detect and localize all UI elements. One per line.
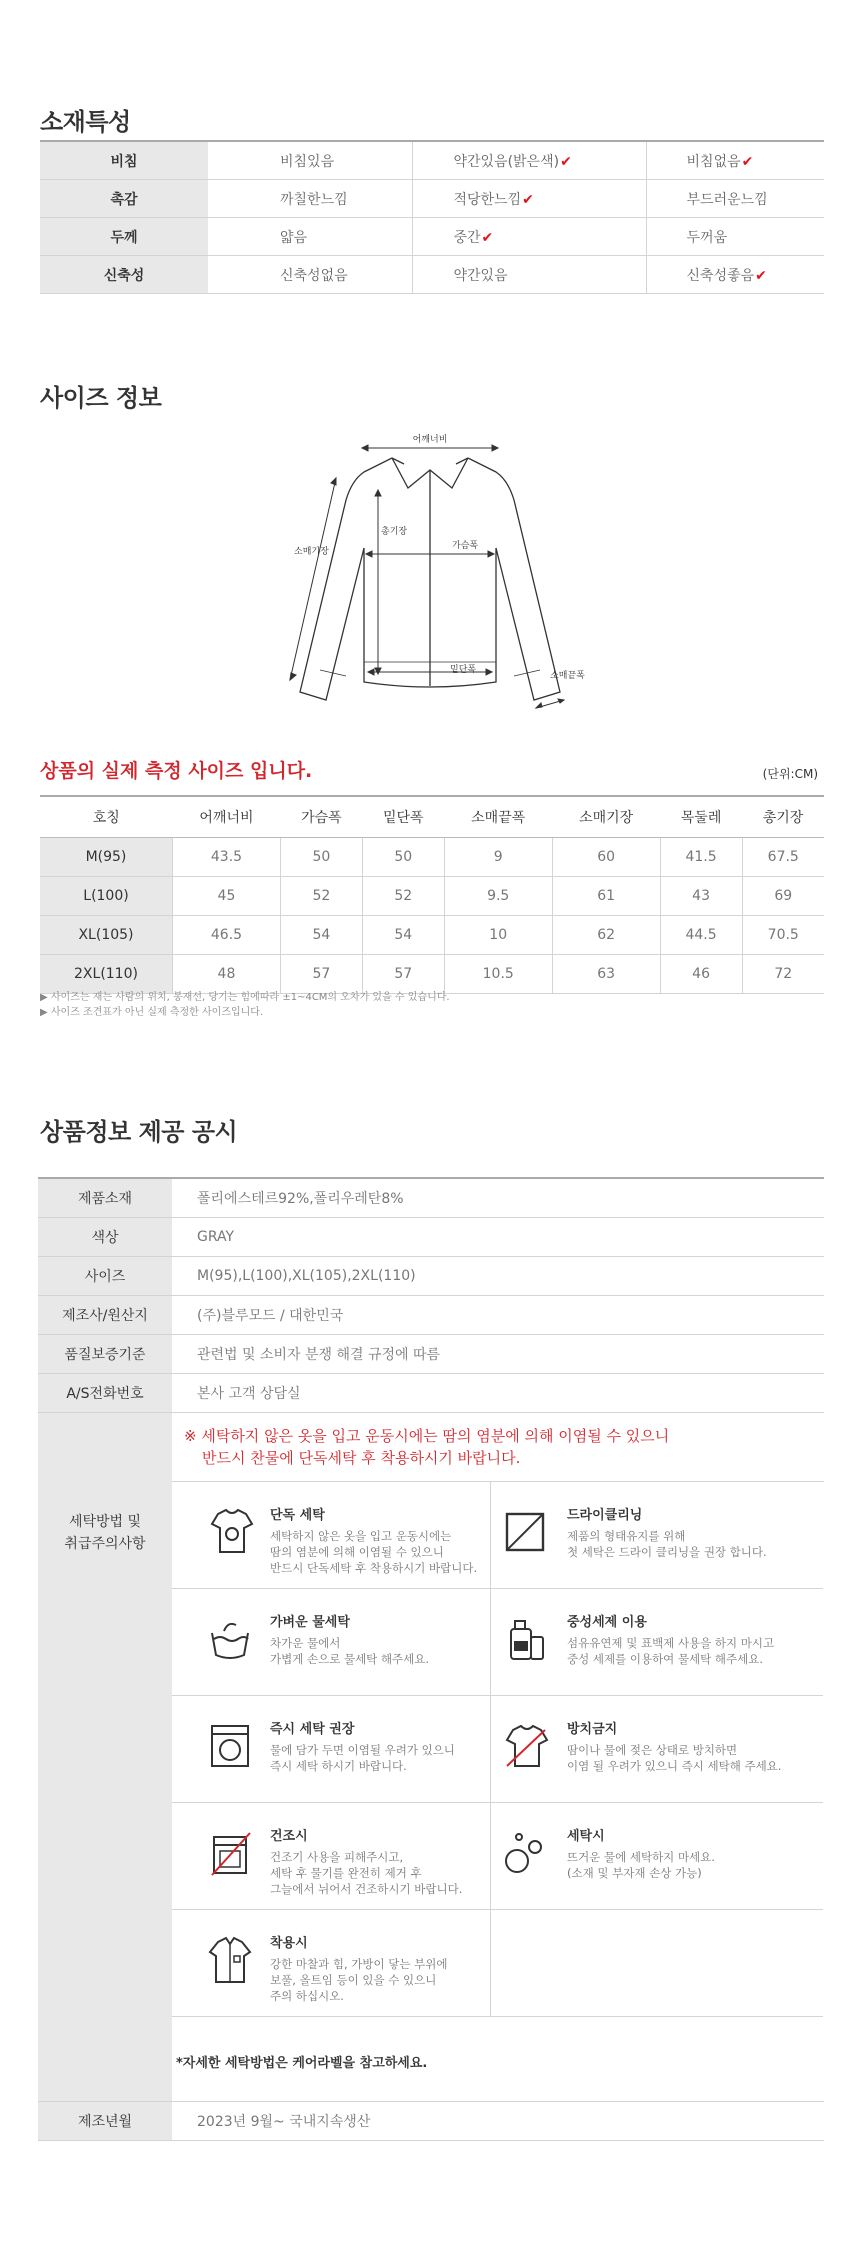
info-row <box>38 1218 824 1257</box>
care-item <box>172 1482 491 1589</box>
size-value-cell: 46 <box>660 955 742 994</box>
material-label: 신축성 <box>40 256 208 294</box>
check-icon: ✔ <box>755 267 767 284</box>
material-label: 촉감 <box>40 180 208 218</box>
care-item <box>172 1589 491 1696</box>
size-label-cell: 2XL(110) <box>40 955 173 994</box>
material-option-text: 얇음 <box>280 229 308 246</box>
size-diagram <box>280 430 590 720</box>
material-option-text: 약간있음 <box>453 267 508 284</box>
care-title: 방치금지 <box>567 1722 618 1737</box>
care-desc-line: 세탁 후 물기를 완전히 제거 후 <box>270 1866 422 1880</box>
material-option-text: 부드러운느낌 <box>686 191 768 208</box>
tshirt-wash-icon <box>206 1508 256 1558</box>
care-desc-line: 땀이나 물에 젖은 상태로 방치하면 <box>567 1743 738 1757</box>
size-value-cell: 70.5 <box>742 916 824 955</box>
care-desc <box>567 1849 715 1881</box>
size-row <box>40 838 824 877</box>
care-grid <box>172 1481 824 2017</box>
size-unit: (단위:CM) <box>762 767 818 781</box>
material-option-text: 중간 <box>453 229 481 246</box>
size-value-cell: 9.5 <box>444 877 552 916</box>
material-option <box>208 218 413 256</box>
size-value-cell: 43 <box>660 877 742 916</box>
material-label: 두께 <box>40 218 208 256</box>
size-label-cell: L(100) <box>40 877 173 916</box>
info-row <box>38 1374 824 1413</box>
info-row <box>38 2102 824 2141</box>
product-info-title: 상품정보 제공 공시 <box>40 1118 238 1146</box>
washing-machine-icon <box>206 1722 256 1772</box>
care-desc <box>567 1742 781 1774</box>
care-desc-line: 그늘에서 뉘어서 건조하시기 바랍니다. <box>270 1882 463 1896</box>
care-desc-line: 반드시 단독세탁 후 착용하시기 바랍니다. <box>270 1561 478 1575</box>
care-desc <box>270 1849 462 1897</box>
care-desc <box>567 1635 774 1667</box>
info-row <box>38 1178 824 1218</box>
care-title: 즉시 세탁 권장 <box>270 1722 355 1737</box>
material-option-text: 까칠한느낌 <box>280 191 348 208</box>
material-option-text: 비침있음 <box>280 153 335 170</box>
size-label-cell: M(95) <box>40 838 173 877</box>
material-option <box>413 256 646 294</box>
material-option <box>646 180 824 218</box>
info-label: 색상 <box>38 1218 172 1257</box>
size-value-cell: 54 <box>362 916 444 955</box>
care-title: 중성세제 이용 <box>567 1615 647 1630</box>
care-item <box>172 1696 491 1803</box>
washing-label-line: 취급주의사항 <box>64 1536 146 1552</box>
info-value: 관련법 및 소비자 분쟁 해결 규정에 따름 <box>172 1335 824 1374</box>
hand-wash-icon <box>206 1615 256 1665</box>
material-option <box>646 218 824 256</box>
wash-warning-line: 반드시 찬물에 단독세탁 후 착용하시기 바랍니다. <box>202 1449 521 1467</box>
size-value-cell: 67.5 <box>742 838 824 877</box>
care-title: 드라이클리닝 <box>567 1508 643 1523</box>
size-row <box>40 916 824 955</box>
care-desc-line: 땀의 염분에 의해 이염될 수 있으니 <box>270 1545 444 1559</box>
info-label: 제품소재 <box>38 1178 172 1218</box>
care-desc-line: 강한 마찰과 힘, 가방이 닿는 부위에 <box>270 1957 448 1971</box>
info-label: 제조사/원산지 <box>38 1296 172 1335</box>
size-value-cell: 60 <box>552 838 660 877</box>
info-label: 제조년월 <box>38 2102 172 2141</box>
size-value-cell: 63 <box>552 955 660 994</box>
care-item <box>491 1589 823 1696</box>
check-icon: ✔ <box>560 153 572 170</box>
size-header-cell: 어깨너비 <box>173 796 281 838</box>
care-desc-line: 세탁하지 않은 옷을 입고 운동시에는 <box>270 1529 452 1543</box>
size-value-cell: 9 <box>444 838 552 877</box>
material-row <box>40 218 824 256</box>
material-option <box>208 141 413 180</box>
size-header-cell: 호칭 <box>40 796 173 838</box>
size-note: ▶ 사이즈 조견표가 아닌 실제 측정한 사이즈입니다. <box>40 1007 264 1018</box>
care-desc <box>270 1528 477 1576</box>
washing-label <box>38 1413 172 2102</box>
size-header-cell: 소매끝폭 <box>444 796 552 838</box>
material-table <box>40 140 824 294</box>
no-leave-icon <box>501 1722 551 1772</box>
bubbles-icon <box>501 1829 551 1879</box>
size-row <box>40 877 824 916</box>
diagram-label-hem: 밑단폭 <box>450 665 477 675</box>
check-icon: ✔ <box>481 229 494 246</box>
info-row <box>38 1257 824 1296</box>
size-value-cell: 50 <box>362 838 444 877</box>
care-desc-line: 차가운 물에서 <box>270 1636 341 1650</box>
size-value-cell: 10.5 <box>444 955 552 994</box>
care-desc-line: 보풀, 올트임 등이 있을 수 있으니 <box>270 1973 437 1987</box>
check-icon: ✔ <box>741 153 754 170</box>
size-table <box>40 795 824 994</box>
info-value: M(95),L(100),XL(105),2XL(110) <box>172 1257 824 1296</box>
size-value-cell: 61 <box>552 877 660 916</box>
washing-row <box>38 1413 824 2102</box>
size-value-cell: 44.5 <box>660 916 742 955</box>
material-option <box>646 141 824 180</box>
size-value-cell: 10 <box>444 916 552 955</box>
care-item <box>172 1910 491 2017</box>
size-header-cell: 총기장 <box>742 796 824 838</box>
care-item <box>491 1803 823 1910</box>
size-header-cell: 소매기장 <box>552 796 660 838</box>
info-value: 본사 고객 상담실 <box>172 1374 824 1413</box>
size-value-cell: 48 <box>173 955 281 994</box>
size-value-cell: 41.5 <box>660 838 742 877</box>
care-title: 가벼운 물세탁 <box>270 1615 350 1630</box>
size-value-cell: 52 <box>362 877 444 916</box>
material-option <box>208 180 413 218</box>
size-value-cell: 46.5 <box>173 916 281 955</box>
dry-clean-icon <box>501 1508 551 1558</box>
size-value-cell: 57 <box>362 955 444 994</box>
size-label-cell: XL(105) <box>40 916 173 955</box>
material-option-text: 신축성없음 <box>280 267 348 284</box>
info-value: (주)블루모드 / 대한민국 <box>172 1296 824 1335</box>
care-desc-line: 뜨거운 물에 세탁하지 마세요. <box>567 1850 715 1864</box>
care-title: 건조시 <box>270 1829 308 1844</box>
wash-warning <box>184 1425 824 1469</box>
material-section-title: 소재특성 <box>40 108 131 136</box>
care-desc-line: 제품의 형태유지를 위해 <box>567 1529 686 1543</box>
care-title: 세탁시 <box>567 1829 605 1844</box>
info-value: 폴리에스테르92%,폴리우레탄8% <box>172 1178 824 1218</box>
care-desc-line: 건조기 사용을 피해주시고, <box>270 1850 404 1864</box>
material-option <box>208 256 413 294</box>
jacket-outline <box>300 458 560 700</box>
diagram-label-chest: 가슴폭 <box>452 541 479 551</box>
diagram-label-cuff: 소매끝폭 <box>550 671 585 681</box>
material-option <box>413 180 646 218</box>
material-row <box>40 256 824 294</box>
info-row <box>38 1335 824 1374</box>
care-desc-line: 첫 세탁은 드라이 클리닝을 권장 합니다. <box>567 1545 767 1559</box>
material-option <box>413 218 646 256</box>
care-desc-line: 이염 될 우려가 있으니 즉시 세탁해 주세요. <box>567 1759 782 1773</box>
care-desc <box>567 1528 767 1560</box>
material-row <box>40 180 824 218</box>
size-value-cell: 69 <box>742 877 824 916</box>
care-desc <box>270 1956 447 2004</box>
size-value-cell: 50 <box>280 838 362 877</box>
material-option-text: 비침없음 <box>686 153 741 170</box>
material-option-text: 두꺼움 <box>686 229 728 246</box>
material-option-text: 신축성좋음 <box>686 267 755 284</box>
diagram-label-length: 총기장 <box>381 527 408 537</box>
size-section-title: 사이즈 정보 <box>40 384 162 412</box>
washing-content <box>172 1413 824 2102</box>
no-dryer-icon <box>206 1829 256 1879</box>
care-desc-line: 주의 하십시오. <box>270 1989 344 2003</box>
size-header-cell: 가슴폭 <box>280 796 362 838</box>
care-item <box>172 1803 491 1910</box>
material-option-text: 적당한느낌 <box>453 191 522 208</box>
info-value: 2023년 9월~ 국내지속생산 <box>172 2102 824 2141</box>
diagram-label-sleeve: 소매기장 <box>294 547 329 557</box>
material-option <box>646 256 824 294</box>
care-item <box>491 1482 823 1589</box>
care-empty <box>491 1910 823 2017</box>
material-row <box>40 141 824 180</box>
material-label: 비침 <box>40 141 208 180</box>
size-row <box>40 955 824 994</box>
material-option <box>413 141 646 180</box>
shirt-icon <box>206 1936 256 1986</box>
care-desc-line: 중성 세제를 이용하여 물세탁 해주세요. <box>567 1652 764 1666</box>
care-title: 단독 세탁 <box>270 1508 325 1523</box>
product-info-table <box>38 1177 824 2141</box>
care-title: 착용시 <box>270 1936 308 1951</box>
care-desc-line: 물에 담가 두면 이염될 우려가 있으니 <box>270 1743 455 1757</box>
size-value-cell: 54 <box>280 916 362 955</box>
size-value-cell: 45 <box>173 877 281 916</box>
size-value-cell: 43.5 <box>173 838 281 877</box>
care-note: *자세한 세탁방법은 케어라벨을 참고하세요. <box>176 2056 428 2071</box>
size-value-cell: 57 <box>280 955 362 994</box>
washing-label-line: 세탁방법 및 <box>68 1514 142 1530</box>
size-red-title: 상품의 실제 측정 사이즈 입니다. <box>40 760 313 782</box>
info-value: GRAY <box>172 1218 824 1257</box>
material-option-text: 약간있음(밝은색) <box>453 153 560 170</box>
size-value-cell: 52 <box>280 877 362 916</box>
care-desc-line: 섬유유연제 및 표백제 사용을 하지 마시고 <box>567 1636 775 1650</box>
size-value-cell: 62 <box>552 916 660 955</box>
info-row <box>38 1296 824 1335</box>
care-desc <box>270 1742 455 1774</box>
care-desc-line: 가볍게 손으로 물세탁 해주세요. <box>270 1652 430 1666</box>
info-label: A/S전화번호 <box>38 1374 172 1413</box>
size-value-cell: 72 <box>742 955 824 994</box>
size-header-cell: 밑단폭 <box>362 796 444 838</box>
diagram-label-shoulder: 어깨너비 <box>412 435 448 445</box>
care-desc-line: 즉시 세탁 하시기 바랍니다. <box>270 1759 407 1773</box>
care-desc <box>270 1635 429 1667</box>
measure-arrows <box>290 445 564 708</box>
detergent-icon <box>501 1615 551 1665</box>
care-item <box>491 1696 823 1803</box>
check-icon: ✔ <box>522 191 534 208</box>
wash-warning-line: ※ 세탁하지 않은 옷을 입고 운동시에는 땀의 염분에 의해 이염될 수 있으니 <box>184 1427 670 1445</box>
size-note: ▶ 사이즈는 재는 사람의 위치, 봉재선, 당기는 힘에따라 ±1~4CM의 오차가 있을 수 있습니다. <box>40 992 450 1003</box>
size-header-cell: 목둘레 <box>660 796 742 838</box>
info-label: 사이즈 <box>38 1257 172 1296</box>
info-label: 품질보증기준 <box>38 1335 172 1374</box>
care-desc-line: (소재 및 부자재 손상 가능) <box>567 1866 702 1880</box>
size-notes <box>40 990 450 1020</box>
